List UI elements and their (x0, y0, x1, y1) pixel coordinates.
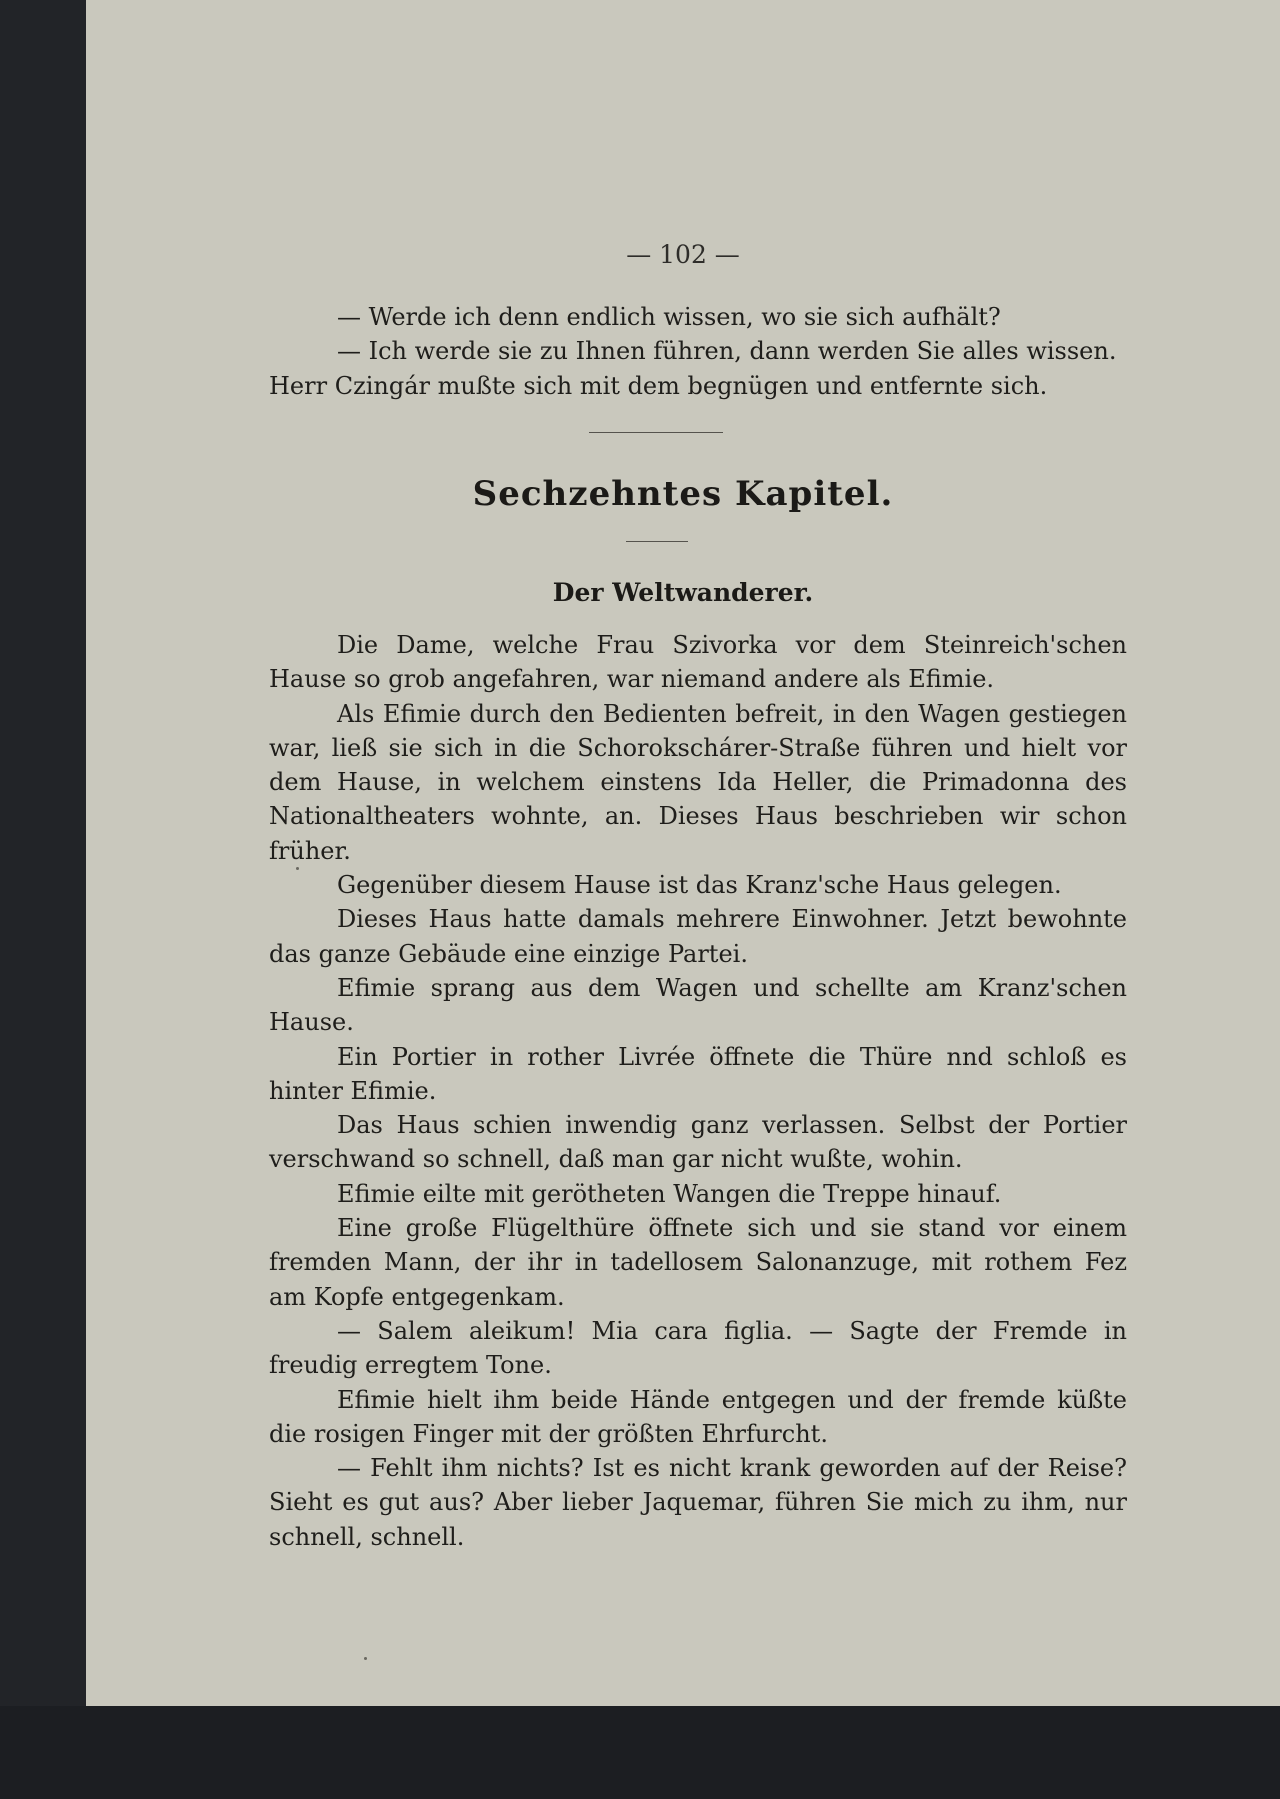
paragraph: Als Efimie durch den Bedienten befreit, in den Wagen gestiegen war, ließ sie sich in die Schorokschárer-Straße führen und hielt vor dem Hause, in welchem einstens Ida Heller, die Primadonna des Nationaltheaters wohnte, an. Dieses Haus beschrieben wir schon früher. (269, 699, 1127, 865)
scan-border-left (0, 0, 86, 1799)
text-line: Herr Czingár mußte sich mit dem begnügen und entfernte sich. (269, 371, 1048, 400)
paragraph: Ein Portier in rother Livrée öffnete die Thüre nnd schloß es hinter Efimie. (269, 1042, 1127, 1105)
scan-border-bottom (0, 1706, 1280, 1799)
section-divider (589, 432, 723, 433)
paragraph: Die Dame, welche Frau Szivorka vor dem Steinreich'schen Hause so grob angefahren, war niemand andere als Efimie. (269, 631, 1127, 694)
paragraph: Das Haus schien inwendig ganz verlassen. Selbst der Portier verschwand so schnell, daß man gar nicht wußte, wohin. (269, 1111, 1127, 1174)
paper-speck (296, 867, 299, 870)
paragraph: Efimie hielt ihm beide Hände entgegen und der fremde küßte die rosigen Finger mit der größten Ehrfurcht. (269, 1385, 1127, 1448)
text-line: — Werde ich denn endlich wissen, wo sie sich aufhält? (337, 303, 1001, 331)
paragraph: Efimie eilte mit gerötheten Wangen die Treppe hinauf. (337, 1179, 1002, 1208)
paragraph: Efimie sprang aus dem Wagen und schellte am Kranz'schen Hause. (269, 973, 1127, 1037)
chapter-subtitle: Der Weltwanderer. (552, 578, 814, 607)
paragraph: Eine große Flügelthüre öffnete sich und sie stand vor einem fremden Mann, der ihr in tadellosem Salonanzuge, mit rothem Fez am Kopfe entgegenkam. (269, 1214, 1127, 1311)
paragraph: Gegenüber diesem Hause ist das Kranz'sche Haus gelegen. (337, 871, 1062, 900)
book-page (86, 0, 1280, 1706)
paragraph: — Fehlt ihm nichts? Ist es nicht krank geworden auf der Reise? Sieht es gut aus? Aber lieber Jaquemar, führen Sie mich zu ihm, nur schnell, schnell. (269, 1454, 1127, 1551)
top-text-block (269, 300, 1127, 403)
page-number: — 102 — (626, 240, 740, 269)
paragraph: Dieses Haus hatte damals mehrere Einwohner. Jetzt bewohnte das ganze Gebäude eine einzige Partei. (269, 905, 1127, 968)
body-text (269, 628, 1127, 1554)
text-line: — Ich werde sie zu Ihnen führen, dann werden Sie alles wissen. (337, 337, 1117, 366)
paper-speck (364, 1657, 367, 1660)
paragraph: — Salem aleikum! Mia cara figlia. — Sagte der Fremde in freudig erregtem Tone. (269, 1316, 1127, 1380)
chapter-title: Sechzehntes Kapitel. (472, 474, 894, 514)
title-divider (626, 541, 688, 542)
